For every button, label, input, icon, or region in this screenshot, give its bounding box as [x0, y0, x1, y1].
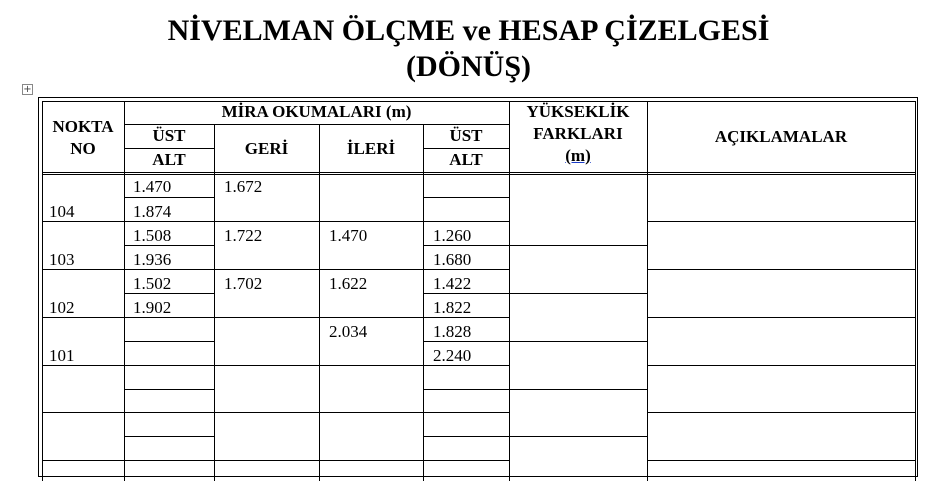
- header-ust: ÜST: [152, 126, 186, 145]
- geri-cell: 1.722: [224, 226, 263, 245]
- ust-cell: 1.502: [133, 274, 172, 293]
- header-geri: GERİ: [244, 139, 289, 158]
- header-ust-2: ÜST: [449, 126, 483, 145]
- alt-2-cell: 2.240: [433, 346, 472, 365]
- geri-cell: 1.672: [224, 177, 263, 196]
- ust-2-cell: 1.828: [433, 322, 472, 341]
- ust-2-cell: 1.422: [433, 274, 472, 293]
- header-aciklamalar: AÇIKLAMALAR: [714, 127, 848, 146]
- header-ileri: İLERİ: [346, 139, 396, 158]
- nokta-cell: 102: [49, 298, 75, 317]
- table-move-handle-icon[interactable]: +: [23, 84, 32, 95]
- nokta-cell: 101: [49, 346, 75, 365]
- header-yukseklik-farklari: YÜKSEKLİK FARKLARI (m): [526, 102, 630, 165]
- nokta-cell: 104: [49, 202, 75, 221]
- header-mira-okumalari: MİRA OKUMALARI (m): [221, 102, 412, 121]
- alt-cell: 1.874: [133, 202, 172, 221]
- ileri-cell: 2.034: [329, 322, 368, 341]
- alt-2-cell: 1.680: [433, 250, 472, 269]
- ust-cell: 1.470: [133, 177, 172, 196]
- alt-cell: 1.936: [133, 250, 172, 269]
- ust-cell: 1.508: [133, 226, 172, 245]
- ileri-cell: 1.470: [329, 226, 368, 245]
- geri-cell: 1.702: [224, 274, 263, 293]
- ileri-cell: 1.622: [329, 274, 368, 293]
- nokta-cell: 103: [49, 250, 75, 269]
- ust-2-cell: 1.260: [433, 226, 472, 245]
- alt-2-cell: 1.822: [433, 298, 472, 317]
- header-alt-2: ALT: [449, 150, 483, 169]
- document-title: NİVELMAN ÖLÇME ve HESAP ÇİZELGESİ: [167, 14, 770, 47]
- header-nokta: NOKTA NO: [52, 117, 114, 158]
- alt-cell: 1.902: [133, 298, 172, 317]
- leveling-table-frame: [38, 97, 918, 477]
- document-subtitle: (DÖNÜŞ): [406, 50, 531, 83]
- header-alt: ALT: [152, 150, 186, 169]
